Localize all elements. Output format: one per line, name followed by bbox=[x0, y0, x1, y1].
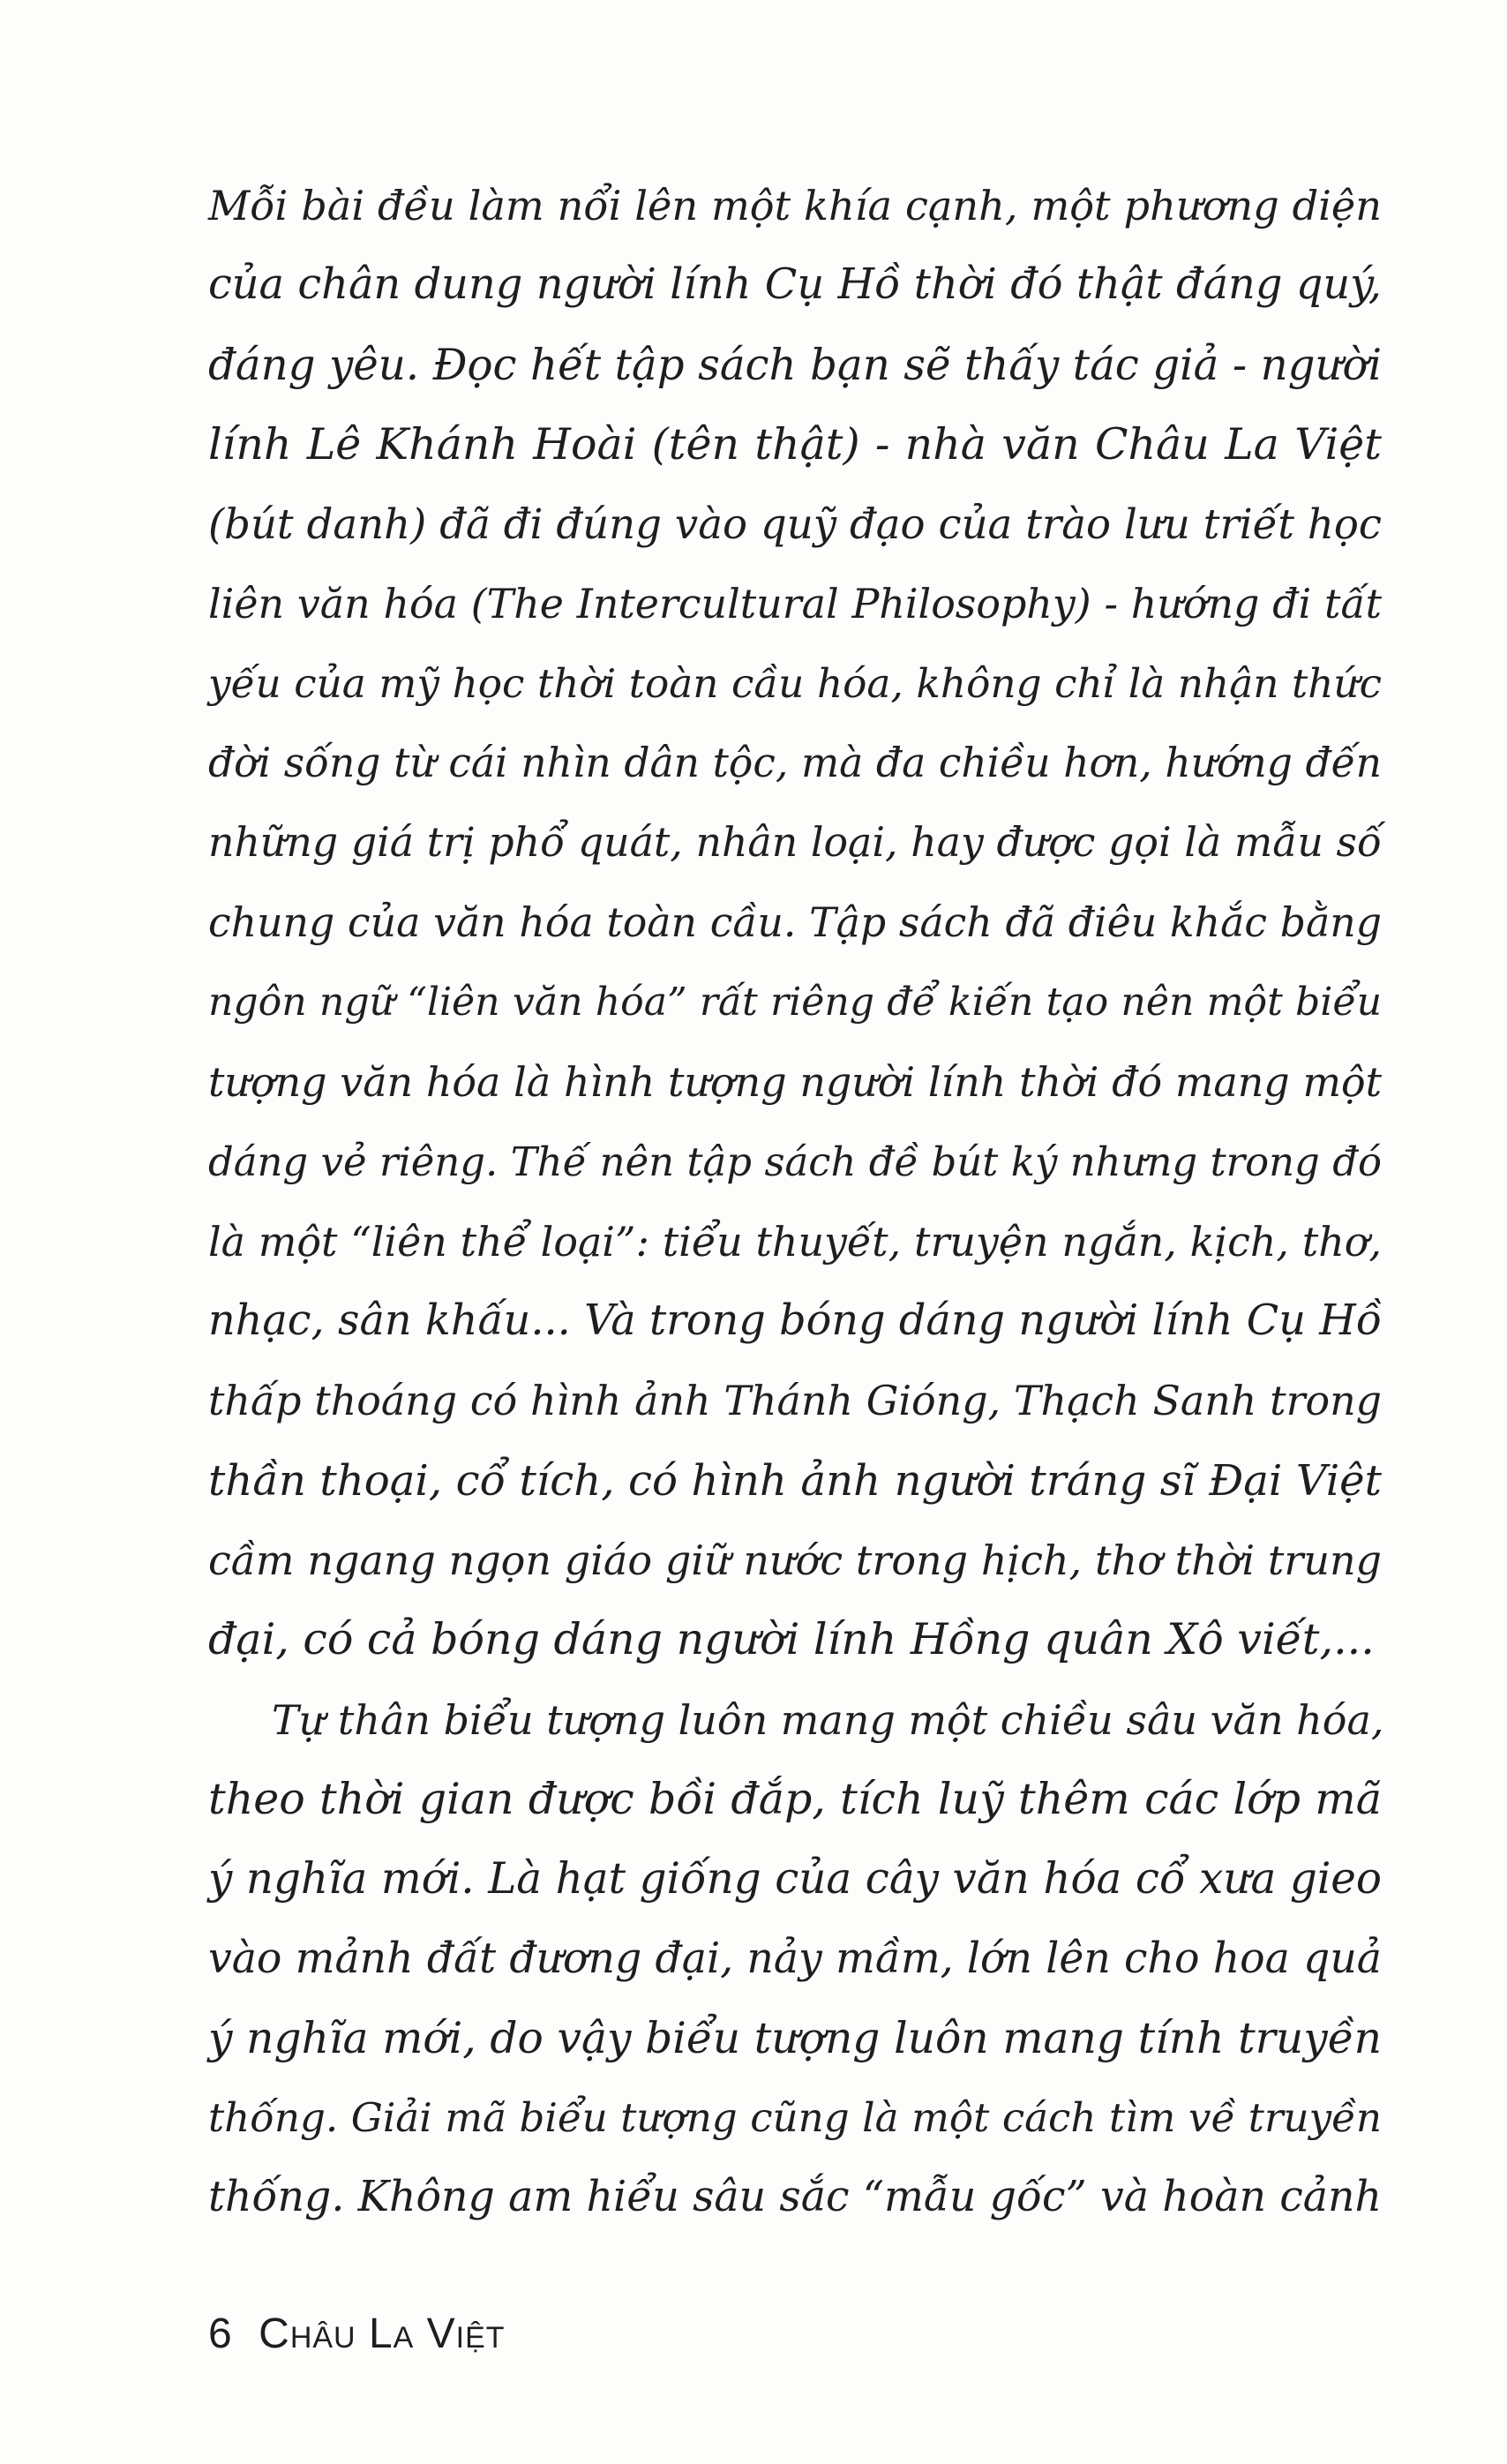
text-line: vào mảnh đất đương đại, nảy mầm, lớn lên cho hoa quả bbox=[208, 1934, 1382, 1983]
text-line: ý nghĩa mới. Là hạt giống của cây văn hóa cổ xưa gieo bbox=[208, 1854, 1382, 1904]
text-line: cầm ngang ngọn giáo giữ nước trong hịch, thơ thời trung bbox=[208, 1536, 1382, 1585]
text-line: chung của văn hóa toàn cầu. Tập sách đã điêu khắc bằng bbox=[208, 898, 1382, 946]
text-line: thấp thoáng có hình ảnh Thánh Gióng, Thạch Sanh trong bbox=[208, 1377, 1382, 1425]
running-head: Châu La Việt bbox=[259, 2310, 506, 2357]
text-line: đời sống từ cái nhìn dân tộc, mà đa chiều hơn, hướng đến bbox=[208, 740, 1382, 787]
text-line: liên văn hóa (The Intercultural Philosophy) - hướng đi tất bbox=[208, 580, 1382, 628]
text-line: là một “liên thể loại”: tiểu thuyết, truyện ngắn, kịch, thơ, bbox=[208, 1217, 1382, 1266]
text-line: thần thoại, cổ tích, có hình ảnh người tráng sĩ Đại Việt bbox=[208, 1455, 1382, 1506]
text-line: ngôn ngữ “liên văn hóa” rất riêng để kiến tạo nên một biểu bbox=[208, 979, 1382, 1025]
text-line: thống. Không am hiểu sâu sắc “mẫu gốc” và hoàn cảnh bbox=[208, 2173, 1382, 2222]
paragraph-start-line: Tự thân biểu tượng luôn mang một chiều sâu văn hóa, bbox=[272, 1695, 1384, 1744]
text-line: đáng yêu. Đọc hết tập sách bạn sẽ thấy tác giả - người bbox=[208, 340, 1382, 390]
text-line: những giá trị phổ quát, nhân loại, hay được gọi là mẫu số bbox=[208, 819, 1382, 867]
paragraph-end-line: đại, có cả bóng dáng người lính Hồng quân Xô viết,... bbox=[208, 1614, 1375, 1665]
text-line: theo thời gian được bồi đắp, tích luỹ thêm các lớp mã bbox=[208, 1773, 1382, 1824]
text-line: tượng văn hóa là hình tượng người lính thời đó mang một bbox=[208, 1058, 1382, 1107]
page-number: 6 bbox=[208, 2310, 232, 2357]
text-line: dáng vẻ riêng. Thế nên tập sách đề bút ký nhưng trong đó bbox=[208, 1138, 1382, 1185]
text-line: nhạc, sân khấu... Và trong bóng dáng người lính Cụ Hồ bbox=[208, 1296, 1382, 1346]
text-line: Mỗi bài đều làm nổi lên một khía cạnh, một phương diện bbox=[208, 182, 1382, 229]
page-footer bbox=[208, 2303, 506, 2365]
text-line: của chân dung người lính Cụ Hồ thời đó thật đáng quý, bbox=[208, 260, 1382, 310]
body-text bbox=[208, 166, 1382, 2238]
text-line: yếu của mỹ học thời toàn cầu hóa, không chỉ là nhận thức bbox=[208, 659, 1382, 707]
text-line: ý nghĩa mới, do vậy biểu tượng luôn mang tính truyền bbox=[208, 2013, 1382, 2063]
text-line: thống. Giải mã biểu tượng cũng là một cách tìm về truyền bbox=[208, 2094, 1382, 2142]
text-line: lính Lê Khánh Hoài (tên thật) - nhà văn Châu La Việt bbox=[208, 418, 1382, 470]
text-line: (bút danh) đã đi đúng vào quỹ đạo của trào lưu triết học bbox=[208, 500, 1382, 549]
